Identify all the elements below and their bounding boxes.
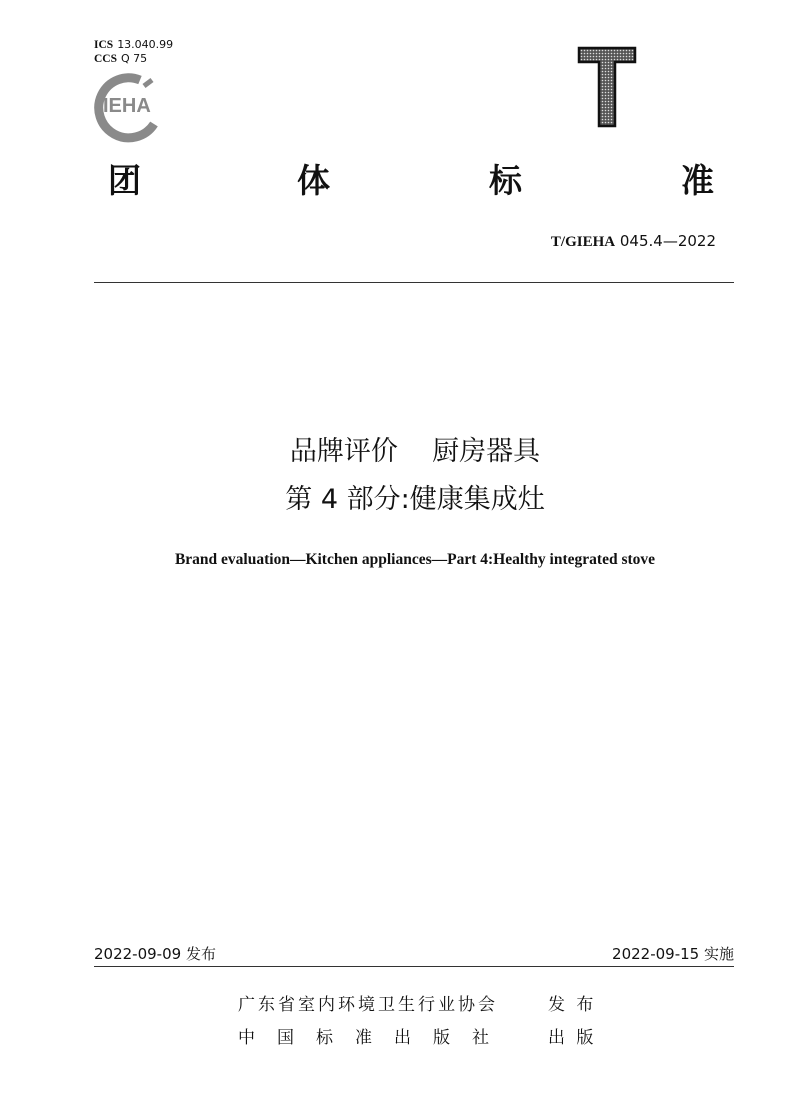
gieha-logo — [90, 68, 174, 146]
issuing-role: 发 布 — [548, 995, 597, 1015]
publishing-role: 出 版 — [548, 1028, 597, 1048]
publish-date: 2022-09-09 发布 — [94, 945, 216, 963]
classification-codes — [94, 38, 173, 66]
header-divider — [94, 282, 734, 283]
standard-number-prefix: T/GIEHA — [550, 234, 616, 250]
title-english: Brand evaluation—Kitchen appliances—Part 4:Healthy integrated stove — [174, 551, 656, 568]
ics-label: ICS — [94, 39, 114, 51]
standard-number — [551, 232, 716, 251]
standard-number-suffix: 045.4—2022 — [619, 232, 716, 250]
implement-date: 2022-09-15 实施 — [612, 945, 734, 963]
standard-type-char-3: 标 — [489, 161, 522, 200]
standard-type-char-2: 体 — [297, 161, 330, 200]
title-chinese-line-2: 第 4 部分:健康集成灶 — [285, 484, 545, 515]
publishing-house: 中国标准出版社 — [238, 1028, 511, 1048]
footer-divider — [94, 966, 734, 967]
ccs-code — [94, 52, 173, 66]
logo-text: IEHA — [103, 95, 151, 117]
ics-code — [94, 38, 173, 52]
standard-type-char-1: 团 — [108, 161, 141, 200]
standard-class-mark — [577, 46, 637, 128]
title-chinese-line-1: 品牌评价 厨房器具 — [289, 436, 541, 467]
standard-type-char-4: 准 — [681, 161, 714, 200]
ics-value: 13.040.99 — [117, 38, 174, 51]
issuing-organization: 广东省室内环境卫生行业协会 — [238, 995, 498, 1015]
ccs-value: Q 75 — [121, 52, 148, 65]
ccs-label: CCS — [94, 53, 118, 65]
